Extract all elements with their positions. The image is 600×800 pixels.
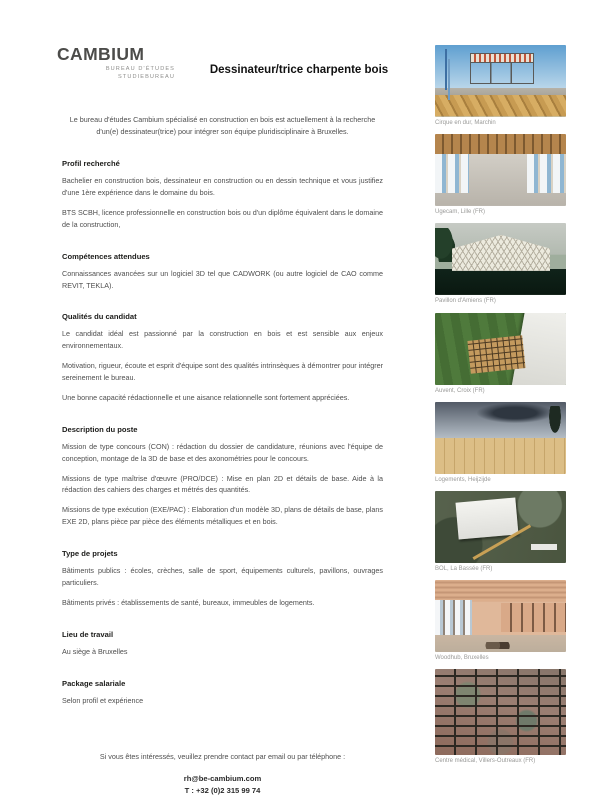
section-heading: Package salariale [62, 678, 126, 688]
photo-card-logements-heijzijde [435, 402, 566, 484]
section-heading: Description du poste [62, 424, 138, 434]
crane-shape [445, 49, 447, 91]
paragraph: Missions de type maîtrise d'œuvre (PRO/DCE) : Mise en plan 2D et détails de base. Aide à la rédaction des cahiers des charges et métrés des quantités. [62, 473, 383, 495]
photo-caption: Woodhub, Bruxelles [435, 655, 489, 662]
paragraph: Mission de type concours (CON) : rédaction du dossier de candidature, réunions avec l'équipe de conception, montage de la 3D de base et des axonométries pour le concours. [62, 441, 383, 463]
section-heading: Lieu de travail [62, 629, 114, 639]
paragraph: Bachelier en construction bois, dessinateur en construction ou en dessin technique et vous justifiez d'une 1ère expérience dans le domaine du bois. [62, 176, 383, 198]
section-heading: Type de projets [62, 549, 118, 559]
windows-right-shape [527, 154, 566, 194]
section-competences-attendues [62, 252, 383, 292]
paragraph: Bâtiments publics : écoles, crèches, salle de sport, équipements culturels, pavillons, ouvrages particuliers. [62, 566, 383, 587]
pavilion-shape [452, 235, 550, 271]
logo-subtitle-fr: BUREAU D'ÉTUDES [105, 65, 175, 72]
photo-card-pavillon-amiens [435, 223, 566, 305]
photo-caption: Ugecam, Lille (FR) [435, 209, 486, 216]
logo-wordmark: CAMBIUM [57, 44, 145, 64]
section-lieu-de-travail [62, 630, 383, 658]
project-photo [435, 669, 566, 755]
photo-card-centre-medical-villers-outreaux [435, 669, 566, 765]
truck-shape [531, 544, 557, 550]
photo-caption: Auvent, Croix (FR) [435, 387, 485, 394]
windows-left-shape [435, 154, 469, 194]
section-description-du-poste [62, 425, 383, 528]
project-photo [435, 491, 566, 563]
photo-card-woodhub-bruxelles [435, 580, 566, 662]
page-title: Dessinateur/trice charpente bois [209, 64, 389, 76]
contact-phone: T : +32 (0)2 315 99 74 [184, 786, 261, 796]
tree-shape [548, 406, 562, 436]
contact-email: rh@be-cambium.com [183, 774, 262, 784]
paragraph: Missions de type exécution (EXE/PAC) : Elaboration d'un modèle 3D, plans de détails de base, plans EXE 2D, plans pièce par pièce des éléments métalliques et en bois. [62, 505, 383, 527]
section-profil-recherche [62, 159, 383, 231]
white-building-shape [456, 497, 519, 540]
photo-caption: Cirque en dur, Marchin [435, 120, 496, 126]
photo-card-cirque-marchin [435, 45, 566, 127]
paragraph: Bâtiments privés : établissements de santé, bureaux, immeubles de logements. [62, 597, 315, 607]
paragraph: BTS SCBH, licence professionnelle en construction bois ou d'un diplôme équivalent dans le domaine de la construction, [62, 207, 383, 229]
intro-paragraph: Le bureau d'études Cambium spécialisé en construction en bois est actuellement à la recherche d'un(e) dessinateur(trice) pour intégrer son équipe pluridisciplinaire à Bruxelles. [69, 114, 376, 136]
section-heading: Compétences attendues [62, 251, 150, 261]
section-heading: Qualités du candidat [62, 312, 137, 322]
section-qualites-du-candidat [62, 312, 383, 403]
paragraph: Au siège à Bruxelles [62, 646, 128, 656]
contact-block [62, 752, 383, 795]
paragraph: Le candidat idéal est passionné par la construction en bois et est sensible aux enjeux environnementaux. [62, 329, 383, 351]
timber-lattice-shape [467, 336, 525, 375]
section-heading: Profil recherché [62, 159, 120, 169]
photo-caption: Centre médical, Villers-Outreaux (FR) [435, 758, 536, 765]
contact-prompt: Si vous êtes intéressés, veuillez prendre contact par email ou par téléphone : [99, 752, 346, 762]
window-columns-shape [435, 600, 472, 635]
project-photo [435, 402, 566, 474]
section-package-salariale [62, 679, 383, 707]
banner-shape [470, 53, 534, 63]
project-photo [435, 580, 566, 652]
photo-caption: BOL, La Bassée (FR) [435, 565, 493, 572]
photo-card-bol-la-bassee [435, 491, 566, 573]
paragraph: Motivation, rigueur, écoute et esprit d'équipe sont des qualités intrinsèques à démontrer pour intégrer sereinement le bureau. [62, 361, 384, 383]
project-photo [435, 134, 566, 206]
logo-subtitle-nl: STUDIEBUREAU [117, 73, 175, 80]
document-header [57, 44, 389, 84]
photo-card-ugecam-lille [435, 134, 566, 216]
project-photos-column [435, 0, 566, 800]
project-photo [435, 45, 566, 117]
storm-cloud-shape [477, 403, 553, 423]
paragraph: Connaissances avancées sur un logiciel 3D tel que CADWORK (ou autre logiciel de CAO comme REVIT, TEKLA). [62, 268, 383, 290]
wall-slits-shape [501, 603, 567, 632]
debris-shape [485, 642, 511, 649]
cambium-logo [57, 46, 175, 80]
job-description-column [57, 0, 389, 800]
section-type-de-projets [62, 549, 383, 609]
project-photo [435, 223, 566, 295]
project-photo [435, 313, 566, 385]
photo-caption: Logements, Heijzijde [435, 476, 491, 483]
paragraph: Selon profil et expérience [62, 695, 144, 705]
photo-caption: Pavillon d'Amiens (FR) [435, 298, 496, 305]
trees-shape [435, 228, 455, 263]
photo-card-auvent-croix [435, 313, 566, 395]
paragraph: Une bonne capacité rédactionnelle et une aisance relationnelle sont fortement appréciées. [62, 392, 350, 402]
